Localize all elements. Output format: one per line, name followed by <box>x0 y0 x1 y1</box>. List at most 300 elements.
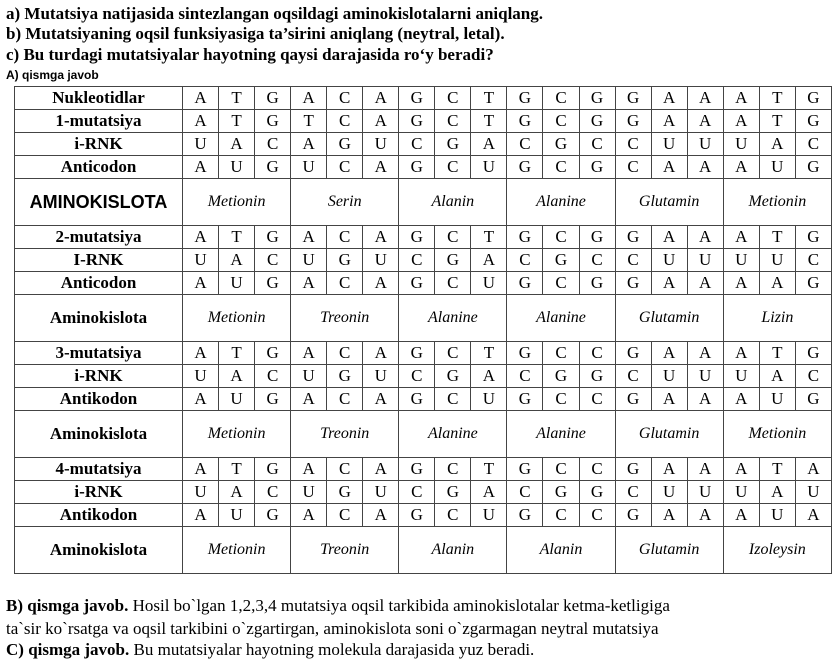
nucleotide-cell: G <box>507 388 543 411</box>
nucleotide-cell: C <box>579 458 615 481</box>
nucleotide-cell: C <box>255 365 291 388</box>
nucleotide-cell: A <box>183 226 219 249</box>
nucleotide-cell: G <box>579 110 615 133</box>
row-label: Anticodon <box>15 272 183 295</box>
nucleotide-cell: A <box>759 365 795 388</box>
nucleotide-cell: A <box>795 504 831 527</box>
nucleotide-cell: U <box>183 365 219 388</box>
nucleotide-cell: G <box>327 481 363 504</box>
nucleotide-cell: A <box>687 458 723 481</box>
nucleotide-cell: A <box>471 365 507 388</box>
nucleotide-cell: U <box>687 365 723 388</box>
sequence-row <box>15 156 832 179</box>
nucleotide-cell: A <box>183 458 219 481</box>
nucleotide-cell: T <box>219 342 255 365</box>
nucleotide-cell: A <box>363 272 399 295</box>
nucleotide-cell: C <box>327 458 363 481</box>
nucleotide-cell: C <box>435 87 471 110</box>
nucleotide-cell: A <box>291 458 327 481</box>
nucleotide-cell: G <box>795 87 831 110</box>
row-label: AMINOKISLOTA <box>15 179 183 226</box>
sequence-row <box>15 133 832 156</box>
row-label: Anticodon <box>15 156 183 179</box>
nucleotide-cell: G <box>615 87 651 110</box>
nucleotide-cell: A <box>183 110 219 133</box>
nucleotide-cell: A <box>723 504 759 527</box>
nucleotide-cell: G <box>615 342 651 365</box>
nucleotide-cell: T <box>471 110 507 133</box>
nucleotide-cell: G <box>435 249 471 272</box>
nucleotide-cell: A <box>471 133 507 156</box>
nucleotide-cell: U <box>723 249 759 272</box>
sequence-row <box>15 342 832 365</box>
nucleotide-cell: A <box>291 272 327 295</box>
row-label: i-RNK <box>15 133 183 156</box>
nucleotide-cell: C <box>255 133 291 156</box>
question-c: c) Bu turdagi mutatsiyalar hayotning qaysi darajasida ro‘y beradi? <box>6 45 494 64</box>
nucleotide-cell: U <box>723 133 759 156</box>
amino-acid-row <box>15 527 832 574</box>
amino-acid-row <box>15 179 832 226</box>
sequence-row <box>15 365 832 388</box>
nucleotide-cell: T <box>219 226 255 249</box>
nucleotide-cell: A <box>687 388 723 411</box>
nucleotide-cell: G <box>579 365 615 388</box>
answer-c <box>6 640 534 660</box>
nucleotide-cell: A <box>363 458 399 481</box>
nucleotide-cell: C <box>543 110 579 133</box>
nucleotide-cell: U <box>759 504 795 527</box>
nucleotide-cell: A <box>471 249 507 272</box>
nucleotide-cell: G <box>615 504 651 527</box>
nucleotide-cell: C <box>615 365 651 388</box>
nucleotide-cell: C <box>579 133 615 156</box>
nucleotide-cell: A <box>651 458 687 481</box>
nucleotide-cell: C <box>435 156 471 179</box>
nucleotide-cell: C <box>579 388 615 411</box>
nucleotide-cell: C <box>615 481 651 504</box>
nucleotide-cell: G <box>507 504 543 527</box>
row-label: I-RNK <box>15 249 183 272</box>
nucleotide-cell: A <box>687 342 723 365</box>
nucleotide-cell: C <box>327 110 363 133</box>
nucleotide-cell: A <box>651 87 687 110</box>
nucleotide-cell: G <box>255 226 291 249</box>
nucleotide-cell: G <box>399 388 435 411</box>
amino-acid-row <box>15 411 832 458</box>
row-label: Aminokislota <box>15 527 183 574</box>
amino-acid-cell: Metionin <box>183 179 291 226</box>
nucleotide-cell: A <box>759 481 795 504</box>
nucleotide-cell: C <box>615 133 651 156</box>
sequence-row <box>15 272 832 295</box>
nucleotide-cell: U <box>219 272 255 295</box>
nucleotide-cell: G <box>435 365 471 388</box>
nucleotide-cell: U <box>363 481 399 504</box>
nucleotide-cell: G <box>255 342 291 365</box>
nucleotide-cell: G <box>255 272 291 295</box>
amino-acid-cell: Serin <box>291 179 399 226</box>
nucleotide-cell: A <box>651 156 687 179</box>
nucleotide-cell: C <box>327 226 363 249</box>
nucleotide-cell: U <box>651 133 687 156</box>
amino-acid-cell: Treonin <box>291 527 399 574</box>
row-label: 3-mutatsiya <box>15 342 183 365</box>
nucleotide-cell: G <box>579 272 615 295</box>
nucleotide-cell: C <box>615 156 651 179</box>
nucleotide-cell: A <box>651 226 687 249</box>
nucleotide-cell: G <box>255 388 291 411</box>
nucleotide-cell: G <box>615 388 651 411</box>
nucleotide-cell: G <box>579 87 615 110</box>
nucleotide-cell: U <box>219 156 255 179</box>
nucleotide-cell: A <box>723 226 759 249</box>
amino-acid-cell: Metionin <box>183 527 291 574</box>
nucleotide-cell: G <box>507 458 543 481</box>
nucleotide-cell: A <box>363 156 399 179</box>
nucleotide-cell: C <box>327 504 363 527</box>
nucleotide-cell: G <box>399 87 435 110</box>
nucleotide-cell: G <box>579 226 615 249</box>
nucleotide-cell: C <box>255 481 291 504</box>
amino-acid-cell: Metionin <box>723 179 831 226</box>
nucleotide-cell: C <box>795 249 831 272</box>
nucleotide-cell: G <box>543 365 579 388</box>
question-b: b) Mutatsiyaning oqsil funksiyasiga ta’sirini aniqlang (neytral, letal). <box>6 24 505 43</box>
nucleotide-cell: C <box>327 272 363 295</box>
sequence-row <box>15 249 832 272</box>
nucleotide-cell: A <box>651 272 687 295</box>
nucleotide-cell: G <box>399 156 435 179</box>
nucleotide-cell: C <box>615 249 651 272</box>
nucleotide-cell: A <box>183 156 219 179</box>
nucleotide-cell: A <box>651 342 687 365</box>
amino-acid-cell: Lizin <box>723 295 831 342</box>
nucleotide-cell: A <box>183 504 219 527</box>
nucleotide-cell: C <box>795 133 831 156</box>
nucleotide-cell: U <box>651 365 687 388</box>
nucleotide-cell: A <box>363 504 399 527</box>
nucleotide-cell: A <box>291 388 327 411</box>
nucleotide-cell: C <box>435 504 471 527</box>
nucleotide-cell: T <box>759 458 795 481</box>
nucleotide-cell: G <box>507 272 543 295</box>
nucleotide-cell: T <box>219 87 255 110</box>
nucleotide-cell: T <box>471 226 507 249</box>
nucleotide-cell: A <box>687 504 723 527</box>
nucleotide-cell: C <box>327 388 363 411</box>
nucleotide-cell: C <box>543 226 579 249</box>
row-label: i-RNK <box>15 365 183 388</box>
nucleotide-cell: G <box>435 133 471 156</box>
nucleotide-cell: A <box>183 87 219 110</box>
nucleotide-cell: C <box>543 504 579 527</box>
nucleotide-cell: T <box>291 110 327 133</box>
nucleotide-cell: A <box>759 272 795 295</box>
nucleotide-cell: A <box>363 388 399 411</box>
nucleotide-cell: A <box>183 388 219 411</box>
answer-b-line-1 <box>6 596 670 616</box>
nucleotide-cell: A <box>363 110 399 133</box>
nucleotide-cell: G <box>795 110 831 133</box>
sequence-row <box>15 226 832 249</box>
amino-acid-cell: Alanin <box>507 527 615 574</box>
nucleotide-cell: C <box>543 87 579 110</box>
answer-b-heading: B) qismga javob. <box>6 596 129 615</box>
nucleotide-cell: G <box>255 110 291 133</box>
nucleotide-cell: T <box>759 87 795 110</box>
nucleotide-cell: G <box>399 110 435 133</box>
nucleotide-cell: A <box>723 388 759 411</box>
nucleotide-cell: G <box>507 156 543 179</box>
nucleotide-cell: T <box>471 342 507 365</box>
amino-acid-cell: Alanine <box>507 411 615 458</box>
nucleotide-cell: G <box>255 87 291 110</box>
nucleotide-cell: C <box>327 87 363 110</box>
nucleotide-cell: G <box>543 481 579 504</box>
nucleotide-cell: C <box>435 388 471 411</box>
nucleotide-cell: U <box>471 504 507 527</box>
nucleotide-cell: A <box>291 133 327 156</box>
nucleotide-cell: G <box>399 458 435 481</box>
nucleotide-cell: G <box>543 249 579 272</box>
nucleotide-cell: A <box>363 226 399 249</box>
nucleotide-cell: T <box>759 110 795 133</box>
nucleotide-cell: C <box>507 481 543 504</box>
nucleotide-cell: U <box>687 481 723 504</box>
nucleotide-cell: A <box>219 133 255 156</box>
nucleotide-cell: A <box>687 156 723 179</box>
nucleotide-cell: G <box>579 481 615 504</box>
answer-c-text: Bu mutatsiyalar hayotning molekula darajasida yuz beradi. <box>129 640 535 659</box>
answer-b-line-2: ta`sir ko`rsatga va oqsil tarkibini o`zgartirgan, aminokislota soni o`zgarmagan neytral mutatsiya <box>6 619 659 638</box>
nucleotide-cell: C <box>399 133 435 156</box>
nucleotide-cell: U <box>723 365 759 388</box>
nucleotide-cell: C <box>435 458 471 481</box>
nucleotide-cell: U <box>687 133 723 156</box>
nucleotide-cell: G <box>435 481 471 504</box>
sequence-row <box>15 87 832 110</box>
nucleotide-cell: G <box>795 342 831 365</box>
nucleotide-cell: T <box>219 110 255 133</box>
nucleotide-cell: G <box>255 458 291 481</box>
nucleotide-cell: T <box>759 226 795 249</box>
amino-acid-cell: Glutamin <box>615 411 723 458</box>
nucleotide-cell: U <box>183 481 219 504</box>
question-a: a) Mutatsiya natijasida sintezlangan oqsildagi aminokislotalarni aniqlang. <box>6 4 544 23</box>
nucleotide-cell: U <box>759 388 795 411</box>
nucleotide-cell: U <box>291 481 327 504</box>
sequence-row <box>15 388 832 411</box>
nucleotide-cell: G <box>255 504 291 527</box>
nucleotide-cell: A <box>723 458 759 481</box>
nucleotide-cell: G <box>615 110 651 133</box>
nucleotide-cell: T <box>471 87 507 110</box>
nucleotide-cell: A <box>723 342 759 365</box>
amino-acid-cell: Treonin <box>291 411 399 458</box>
nucleotide-cell: A <box>363 342 399 365</box>
nucleotide-cell: G <box>399 342 435 365</box>
nucleotide-cell: A <box>651 388 687 411</box>
nucleotide-cell: U <box>183 249 219 272</box>
nucleotide-cell: G <box>615 458 651 481</box>
nucleotide-cell: G <box>507 342 543 365</box>
nucleotide-cell: G <box>507 226 543 249</box>
amino-acid-cell: Alanine <box>507 295 615 342</box>
nucleotide-cell: C <box>435 226 471 249</box>
nucleotide-cell: G <box>399 504 435 527</box>
nucleotide-cell: G <box>507 87 543 110</box>
nucleotide-cell: U <box>219 388 255 411</box>
sequence-row <box>15 110 832 133</box>
nucleotide-cell: T <box>759 342 795 365</box>
nucleotide-cell: G <box>579 156 615 179</box>
nucleotide-cell: C <box>399 365 435 388</box>
amino-acid-cell: Metionin <box>183 295 291 342</box>
nucleotide-cell: C <box>399 481 435 504</box>
nucleotide-cell: A <box>687 87 723 110</box>
amino-acid-cell: Metionin <box>183 411 291 458</box>
nucleotide-cell: G <box>795 272 831 295</box>
nucleotide-cell: A <box>687 226 723 249</box>
nucleotide-cell: A <box>219 481 255 504</box>
amino-acid-row <box>15 295 832 342</box>
nucleotide-cell: C <box>507 133 543 156</box>
nucleotide-cell: U <box>723 481 759 504</box>
nucleotide-cell: A <box>219 365 255 388</box>
nucleotide-cell: A <box>291 226 327 249</box>
amino-acid-cell: Metionin <box>723 411 831 458</box>
nucleotide-cell: A <box>471 481 507 504</box>
sequence-row <box>15 458 832 481</box>
nucleotide-cell: A <box>651 504 687 527</box>
nucleotide-cell: C <box>399 249 435 272</box>
answer-b-text: Hosil bo`lgan 1,2,3,4 mutatsiya oqsil tarkibida aminokislotalar ketma-ketligiga <box>128 596 670 615</box>
amino-acid-cell: Alanine <box>399 295 507 342</box>
nucleotide-cell: G <box>255 156 291 179</box>
nucleotide-cell: G <box>795 388 831 411</box>
amino-acid-cell: Treonin <box>291 295 399 342</box>
nucleotide-cell: U <box>363 133 399 156</box>
nucleotide-cell: A <box>687 110 723 133</box>
nucleotide-cell: U <box>363 365 399 388</box>
amino-acid-cell: Alanin <box>399 527 507 574</box>
nucleotide-cell: U <box>687 249 723 272</box>
nucleotide-cell: C <box>543 156 579 179</box>
nucleotide-cell: G <box>507 110 543 133</box>
nucleotide-cell: U <box>471 272 507 295</box>
nucleotide-cell: A <box>759 133 795 156</box>
section-a-label: A) qismga javob <box>6 68 99 82</box>
row-label: Aminokislota <box>15 295 183 342</box>
nucleotide-cell: C <box>327 156 363 179</box>
nucleotide-cell: G <box>543 133 579 156</box>
nucleotide-cell: A <box>363 87 399 110</box>
nucleotide-cell: U <box>183 133 219 156</box>
answer-c-heading: C) qismga javob. <box>6 640 130 659</box>
nucleotide-cell: A <box>723 87 759 110</box>
nucleotide-cell: A <box>723 110 759 133</box>
nucleotide-cell: T <box>219 458 255 481</box>
nucleotide-cell: C <box>327 342 363 365</box>
nucleotide-cell: A <box>291 504 327 527</box>
row-label: Antikodon <box>15 504 183 527</box>
nucleotide-cell: A <box>183 272 219 295</box>
nucleotide-cell: C <box>435 272 471 295</box>
nucleotide-cell: G <box>795 156 831 179</box>
amino-acid-cell: Alanine <box>507 179 615 226</box>
nucleotide-cell: U <box>291 249 327 272</box>
amino-acid-cell: Glutamin <box>615 179 723 226</box>
mutation-table <box>14 86 832 574</box>
nucleotide-cell: C <box>543 388 579 411</box>
nucleotide-cell: G <box>399 272 435 295</box>
nucleotide-cell: A <box>291 342 327 365</box>
row-label: Antikodon <box>15 388 183 411</box>
nucleotide-cell: A <box>795 458 831 481</box>
nucleotide-cell: C <box>543 342 579 365</box>
nucleotide-cell: G <box>615 226 651 249</box>
row-label: 2-mutatsiya <box>15 226 183 249</box>
nucleotide-cell: A <box>687 272 723 295</box>
nucleotide-cell: G <box>327 133 363 156</box>
row-label: 4-mutatsiya <box>15 458 183 481</box>
sequence-row <box>15 504 832 527</box>
nucleotide-cell: G <box>399 226 435 249</box>
nucleotide-cell: C <box>435 342 471 365</box>
nucleotide-cell: C <box>507 249 543 272</box>
row-label: Aminokislota <box>15 411 183 458</box>
amino-acid-cell: Izoleysin <box>723 527 831 574</box>
nucleotide-cell: U <box>759 156 795 179</box>
nucleotide-cell: U <box>363 249 399 272</box>
nucleotide-cell: U <box>795 481 831 504</box>
row-label: i-RNK <box>15 481 183 504</box>
nucleotide-cell: G <box>327 249 363 272</box>
amino-acid-cell: Alanin <box>399 179 507 226</box>
nucleotide-cell: C <box>795 365 831 388</box>
nucleotide-cell: G <box>327 365 363 388</box>
nucleotide-cell: A <box>291 87 327 110</box>
nucleotide-cell: C <box>255 249 291 272</box>
nucleotide-cell: T <box>471 458 507 481</box>
nucleotide-cell: C <box>435 110 471 133</box>
nucleotide-cell: C <box>543 272 579 295</box>
nucleotide-cell: A <box>723 272 759 295</box>
nucleotide-cell: G <box>795 226 831 249</box>
sequence-row <box>15 481 832 504</box>
nucleotide-cell: U <box>291 365 327 388</box>
nucleotide-cell: U <box>471 388 507 411</box>
nucleotide-cell: C <box>579 249 615 272</box>
nucleotide-cell: C <box>543 458 579 481</box>
nucleotide-cell: U <box>759 249 795 272</box>
nucleotide-cell: U <box>651 249 687 272</box>
nucleotide-cell: C <box>507 365 543 388</box>
row-label: 1-mutatsiya <box>15 110 183 133</box>
nucleotide-cell: C <box>579 342 615 365</box>
nucleotide-cell: U <box>219 504 255 527</box>
nucleotide-cell: U <box>651 481 687 504</box>
nucleotide-cell: A <box>219 249 255 272</box>
nucleotide-cell: C <box>579 504 615 527</box>
nucleotide-cell: A <box>651 110 687 133</box>
amino-acid-cell: Glutamin <box>615 295 723 342</box>
nucleotide-cell: U <box>471 156 507 179</box>
nucleotide-cell: A <box>183 342 219 365</box>
nucleotide-cell: G <box>615 272 651 295</box>
nucleotide-cell: U <box>291 156 327 179</box>
